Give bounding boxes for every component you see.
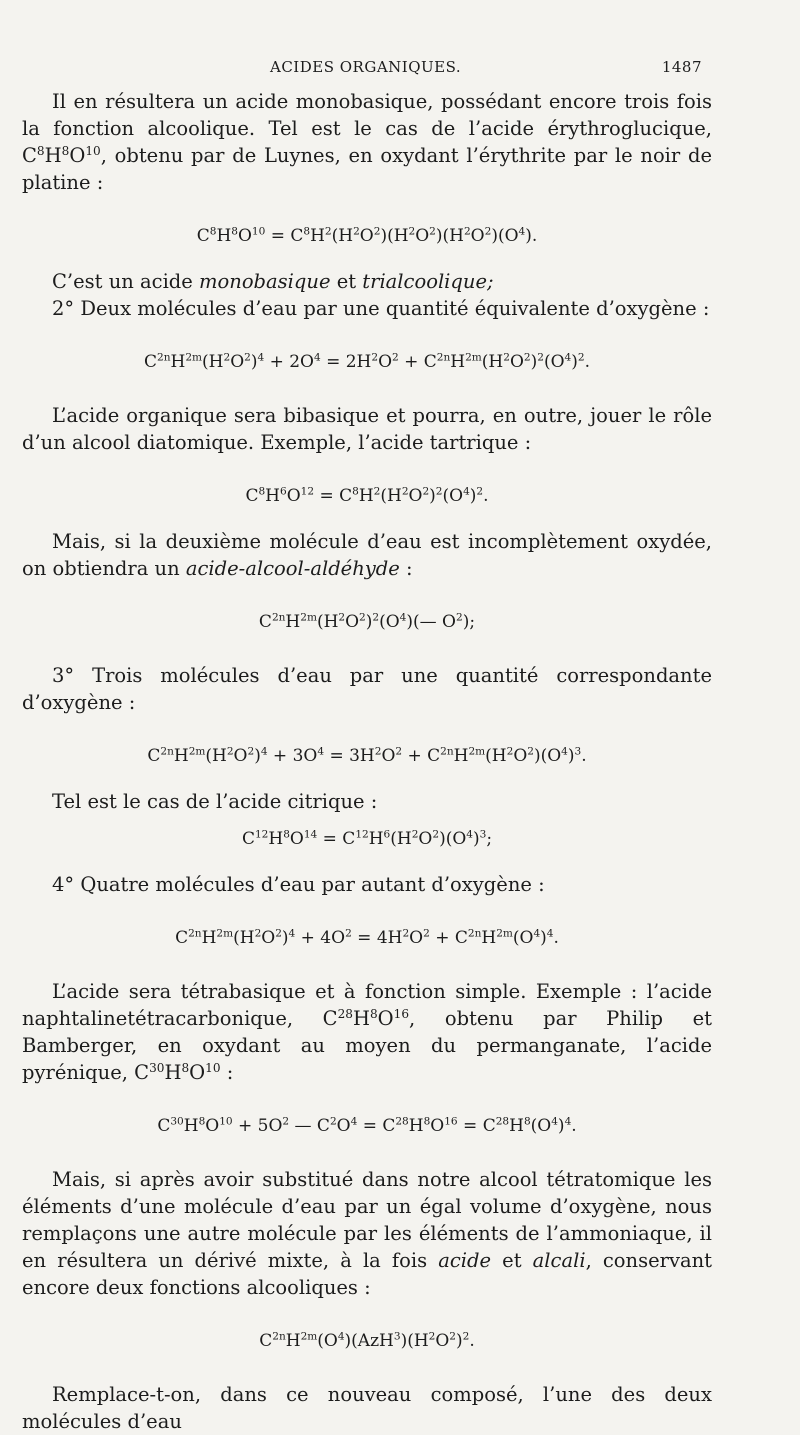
paragraph: 3° Trois molécules d’eau par une quantité correspondante d’oxygène :: [22, 664, 712, 714]
paragraph: 2° Deux molécules d’eau par une quantité équivalente d’oxygène :: [52, 297, 710, 320]
formula: $C^{2n}H^{2m}(H^2O^2)^2(O^4)(—$ $O^2$);: [258, 611, 476, 632]
paragraph: Mais, si la deuxième molécule d’eau est incomplètement oxydée, on obtiendra un acide-alcool-aldéhyde :: [22, 530, 712, 580]
formula: $C^{2n}H^{2m}(H^2O^2)^4 + 2O^4 = 2H^2O^2 + C^{2n}H^{2m}(H^2O^2)^2(O^4)^2$.: [144, 351, 590, 372]
running-header: [22, 58, 702, 82]
formula: $C^{2n}H^{2m}(H^2O^2)^4 + 3O^4 = 3H^2O^2 + C^{2n}H^{2m}(H^2O^2)(O^4)^3$.: [147, 745, 587, 766]
page-body: [22, 88, 712, 1435]
paragraph: Mais, si après avoir substitué dans notre alcool tétratomique les éléments d’une molécule d’eau par un égal volume d’oxygène, nous remplaçons une autre molécule par les éléments de l’ammoniaque, il en résultera un dérivé mixte, à la fois acide et alcali, conservant encore deux fonctions alcooliques :: [22, 1168, 713, 1299]
paragraph: L’acide sera tétrabasique et à fonction simple. Exemple : l’acide naphtalinetétracarbonique, $C^{28}H^8O^{16}$, obtenu par Philip et Bamberger, en oxydant au moyen du permanganate, l’acide pyrénique, $C^{30}H^8O^{10}$ :: [22, 980, 712, 1084]
paragraph: 4° Quatre molécules d’eau par autant d’oxygène :: [52, 873, 545, 896]
paragraph: Tel est le cas de l’acide citrique :: [52, 790, 378, 813]
paragraph: C’est un acide monobasique et trialcoolique;: [52, 270, 494, 293]
formula: $C^8H^8O^{10} = C^8H^2(H^2O^2)(H^2O^2)(H^2O^2)(O^4)$.: [196, 225, 538, 246]
paragraph: Remplace-t-on, dans ce nouveau composé, l’une des deux molécules d’eau: [22, 1383, 712, 1433]
running-title: ACIDES ORGANIQUES.: [270, 58, 462, 76]
formula: $C^8H^6O^{12} = C^8H^2(H^2O^2)^2(O^4)^2$.: [245, 485, 489, 506]
paragraph: L’acide organique sera bibasique et pourra, en outre, jouer le rôle d’un alcool diatomique. Exemple, l’acide tartrique :: [22, 404, 712, 454]
page-number: 1487: [661, 58, 702, 76]
paragraph: Il en résultera un acide monobasique, possédant encore trois fois la fonction alcoolique. Tel est le cas de l’acide érythroglucique, $C^8H^8O^{10}$, obtenu par de Luynes, en oxydant l’érythrite par le noir de platine :: [22, 90, 712, 194]
formula: $C^{2n}H^{2m}(H^2O^2)^4 + 4O^2 = 4H^2O^2 + C^{2n}H^{2m}(O^4)^4$.: [175, 927, 559, 948]
formula: $C^{2n}H^{2m}(O^4)(AzH^3)(H^2O^2)^2$.: [259, 1330, 475, 1351]
formula: $C^{30}H^8O^{10} + 5O^2$ — $C^2O^4 = C^{28}H^8O^{16} = C^{28}H^8(O^4)^4$.: [157, 1115, 577, 1136]
formula: $C^{12}H^8O^{14} = C^{12}H^6(H^2O^2)(O^4)^3$;: [241, 828, 493, 849]
